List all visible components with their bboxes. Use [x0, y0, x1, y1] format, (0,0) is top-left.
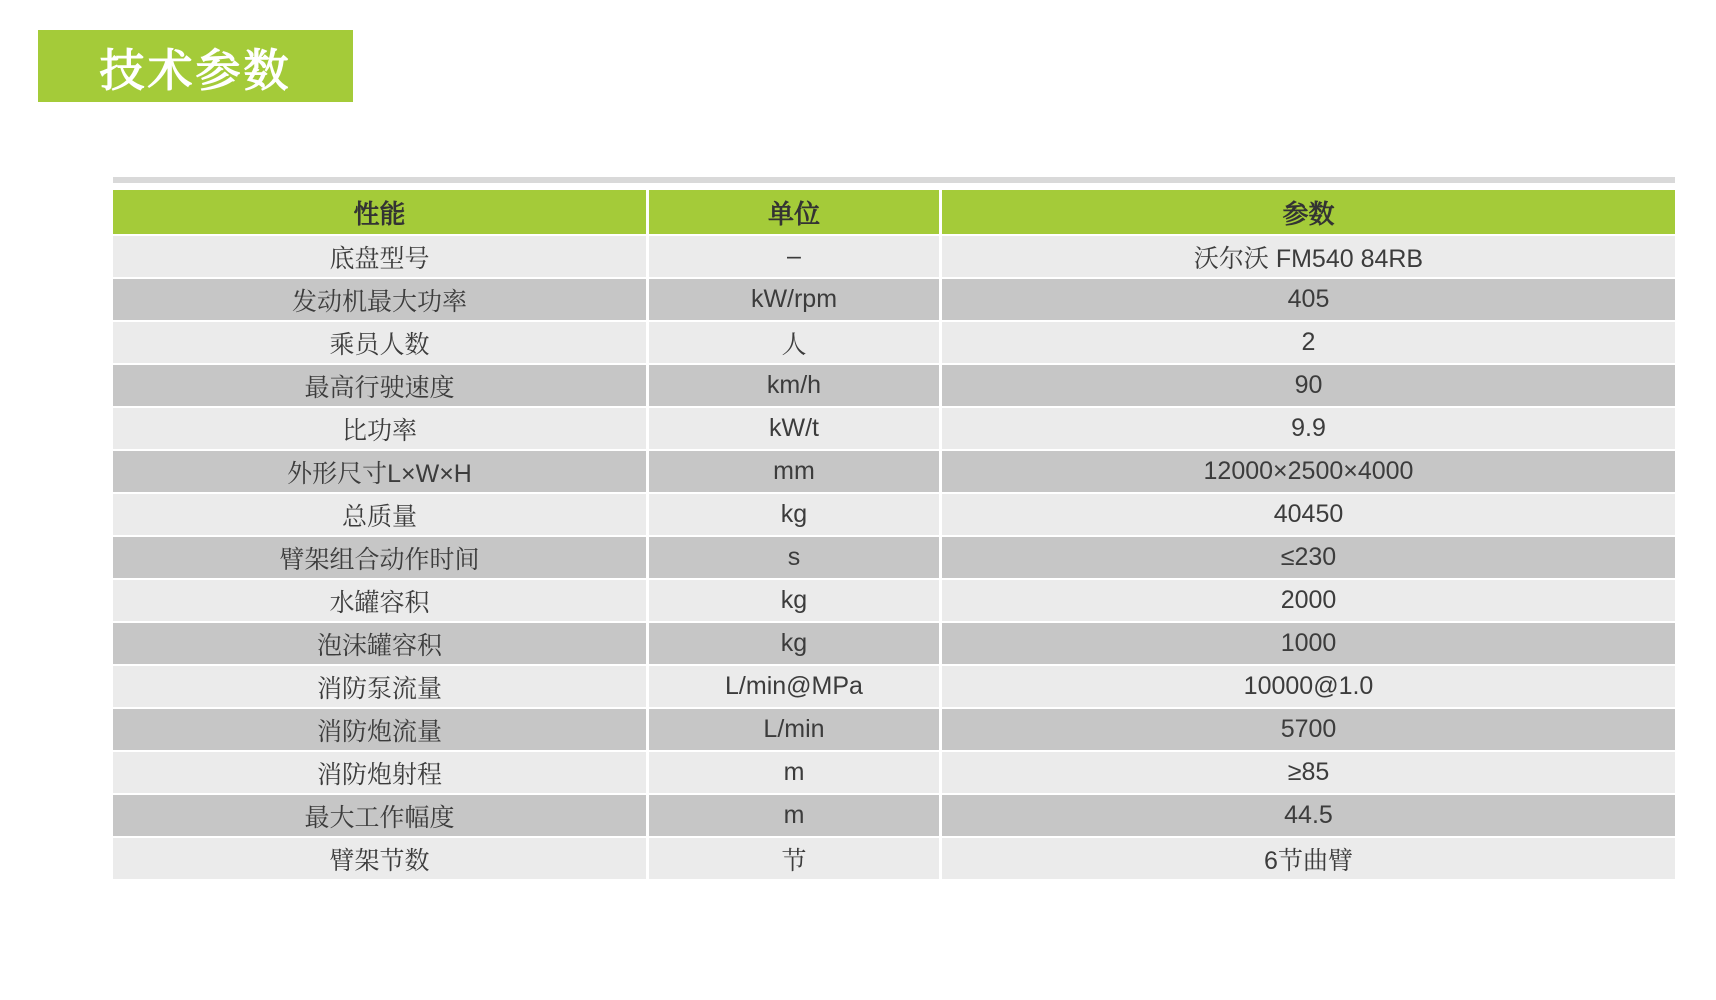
row-performance: 水罐容积: [113, 580, 646, 621]
row-value: 405: [942, 279, 1675, 320]
table-row: [113, 795, 1675, 836]
row-unit: –: [649, 236, 939, 277]
row-unit: 人: [649, 322, 939, 363]
table-row: [113, 494, 1675, 535]
header-unit: 单位: [649, 190, 939, 234]
row-value: 6节曲臂: [942, 838, 1675, 879]
table-row: [113, 752, 1675, 793]
row-unit: kg: [649, 580, 939, 621]
row-unit: L/min@MPa: [649, 666, 939, 707]
table-row: [113, 537, 1675, 578]
row-unit: m: [649, 752, 939, 793]
row-performance: 总质量: [113, 494, 646, 535]
row-performance: 最高行驶速度: [113, 365, 646, 406]
table-row: [113, 451, 1675, 492]
table-row: [113, 322, 1675, 363]
row-value: ≥85: [942, 752, 1675, 793]
table-row: [113, 666, 1675, 707]
table-row: [113, 838, 1675, 879]
row-value: 44.5: [942, 795, 1675, 836]
row-performance: 消防泵流量: [113, 666, 646, 707]
row-value: 5700: [942, 709, 1675, 750]
row-performance: 臂架组合动作时间: [113, 537, 646, 578]
row-unit: mm: [649, 451, 939, 492]
row-performance: 最大工作幅度: [113, 795, 646, 836]
table-row: [113, 279, 1675, 320]
header-performance: 性能: [113, 190, 646, 234]
row-value: 90: [942, 365, 1675, 406]
row-performance: 比功率: [113, 408, 646, 449]
row-value: 10000@1.0: [942, 666, 1675, 707]
table-row: [113, 365, 1675, 406]
row-unit: kg: [649, 494, 939, 535]
row-performance: 发动机最大功率: [113, 279, 646, 320]
row-performance: 臂架节数: [113, 838, 646, 879]
row-unit: L/min: [649, 709, 939, 750]
row-unit: kg: [649, 623, 939, 664]
row-unit: s: [649, 537, 939, 578]
row-value: 2: [942, 322, 1675, 363]
table-body: [113, 236, 1675, 879]
row-performance: 底盘型号: [113, 236, 646, 277]
row-unit: kW/t: [649, 408, 939, 449]
row-value: 1000: [942, 623, 1675, 664]
row-unit: km/h: [649, 365, 939, 406]
header-value: 参数: [942, 190, 1675, 234]
row-performance: 消防炮流量: [113, 709, 646, 750]
row-unit: m: [649, 795, 939, 836]
row-performance: 消防炮射程: [113, 752, 646, 793]
row-value: 沃尔沃 FM540 84RB: [942, 236, 1675, 277]
section-title-text: 技术参数: [99, 44, 292, 96]
row-value: 9.9: [942, 408, 1675, 449]
table-row: [113, 709, 1675, 750]
table-header-row: [113, 190, 1675, 234]
row-value: 12000×2500×4000: [942, 451, 1675, 492]
row-performance: 外形尺寸L×W×H: [113, 451, 646, 492]
table-top-rule: [113, 177, 1675, 183]
row-value: 40450: [942, 494, 1675, 535]
section-title: [38, 30, 353, 102]
row-performance: 乘员人数: [113, 322, 646, 363]
table-row: [113, 236, 1675, 277]
row-performance: 泡沫罐容积: [113, 623, 646, 664]
row-value: 2000: [942, 580, 1675, 621]
spec-table: [113, 190, 1675, 879]
table-row: [113, 623, 1675, 664]
table-row: [113, 408, 1675, 449]
table-row: [113, 580, 1675, 621]
row-unit: 节: [649, 838, 939, 879]
row-value: ≤230: [942, 537, 1675, 578]
row-unit: kW/rpm: [649, 279, 939, 320]
